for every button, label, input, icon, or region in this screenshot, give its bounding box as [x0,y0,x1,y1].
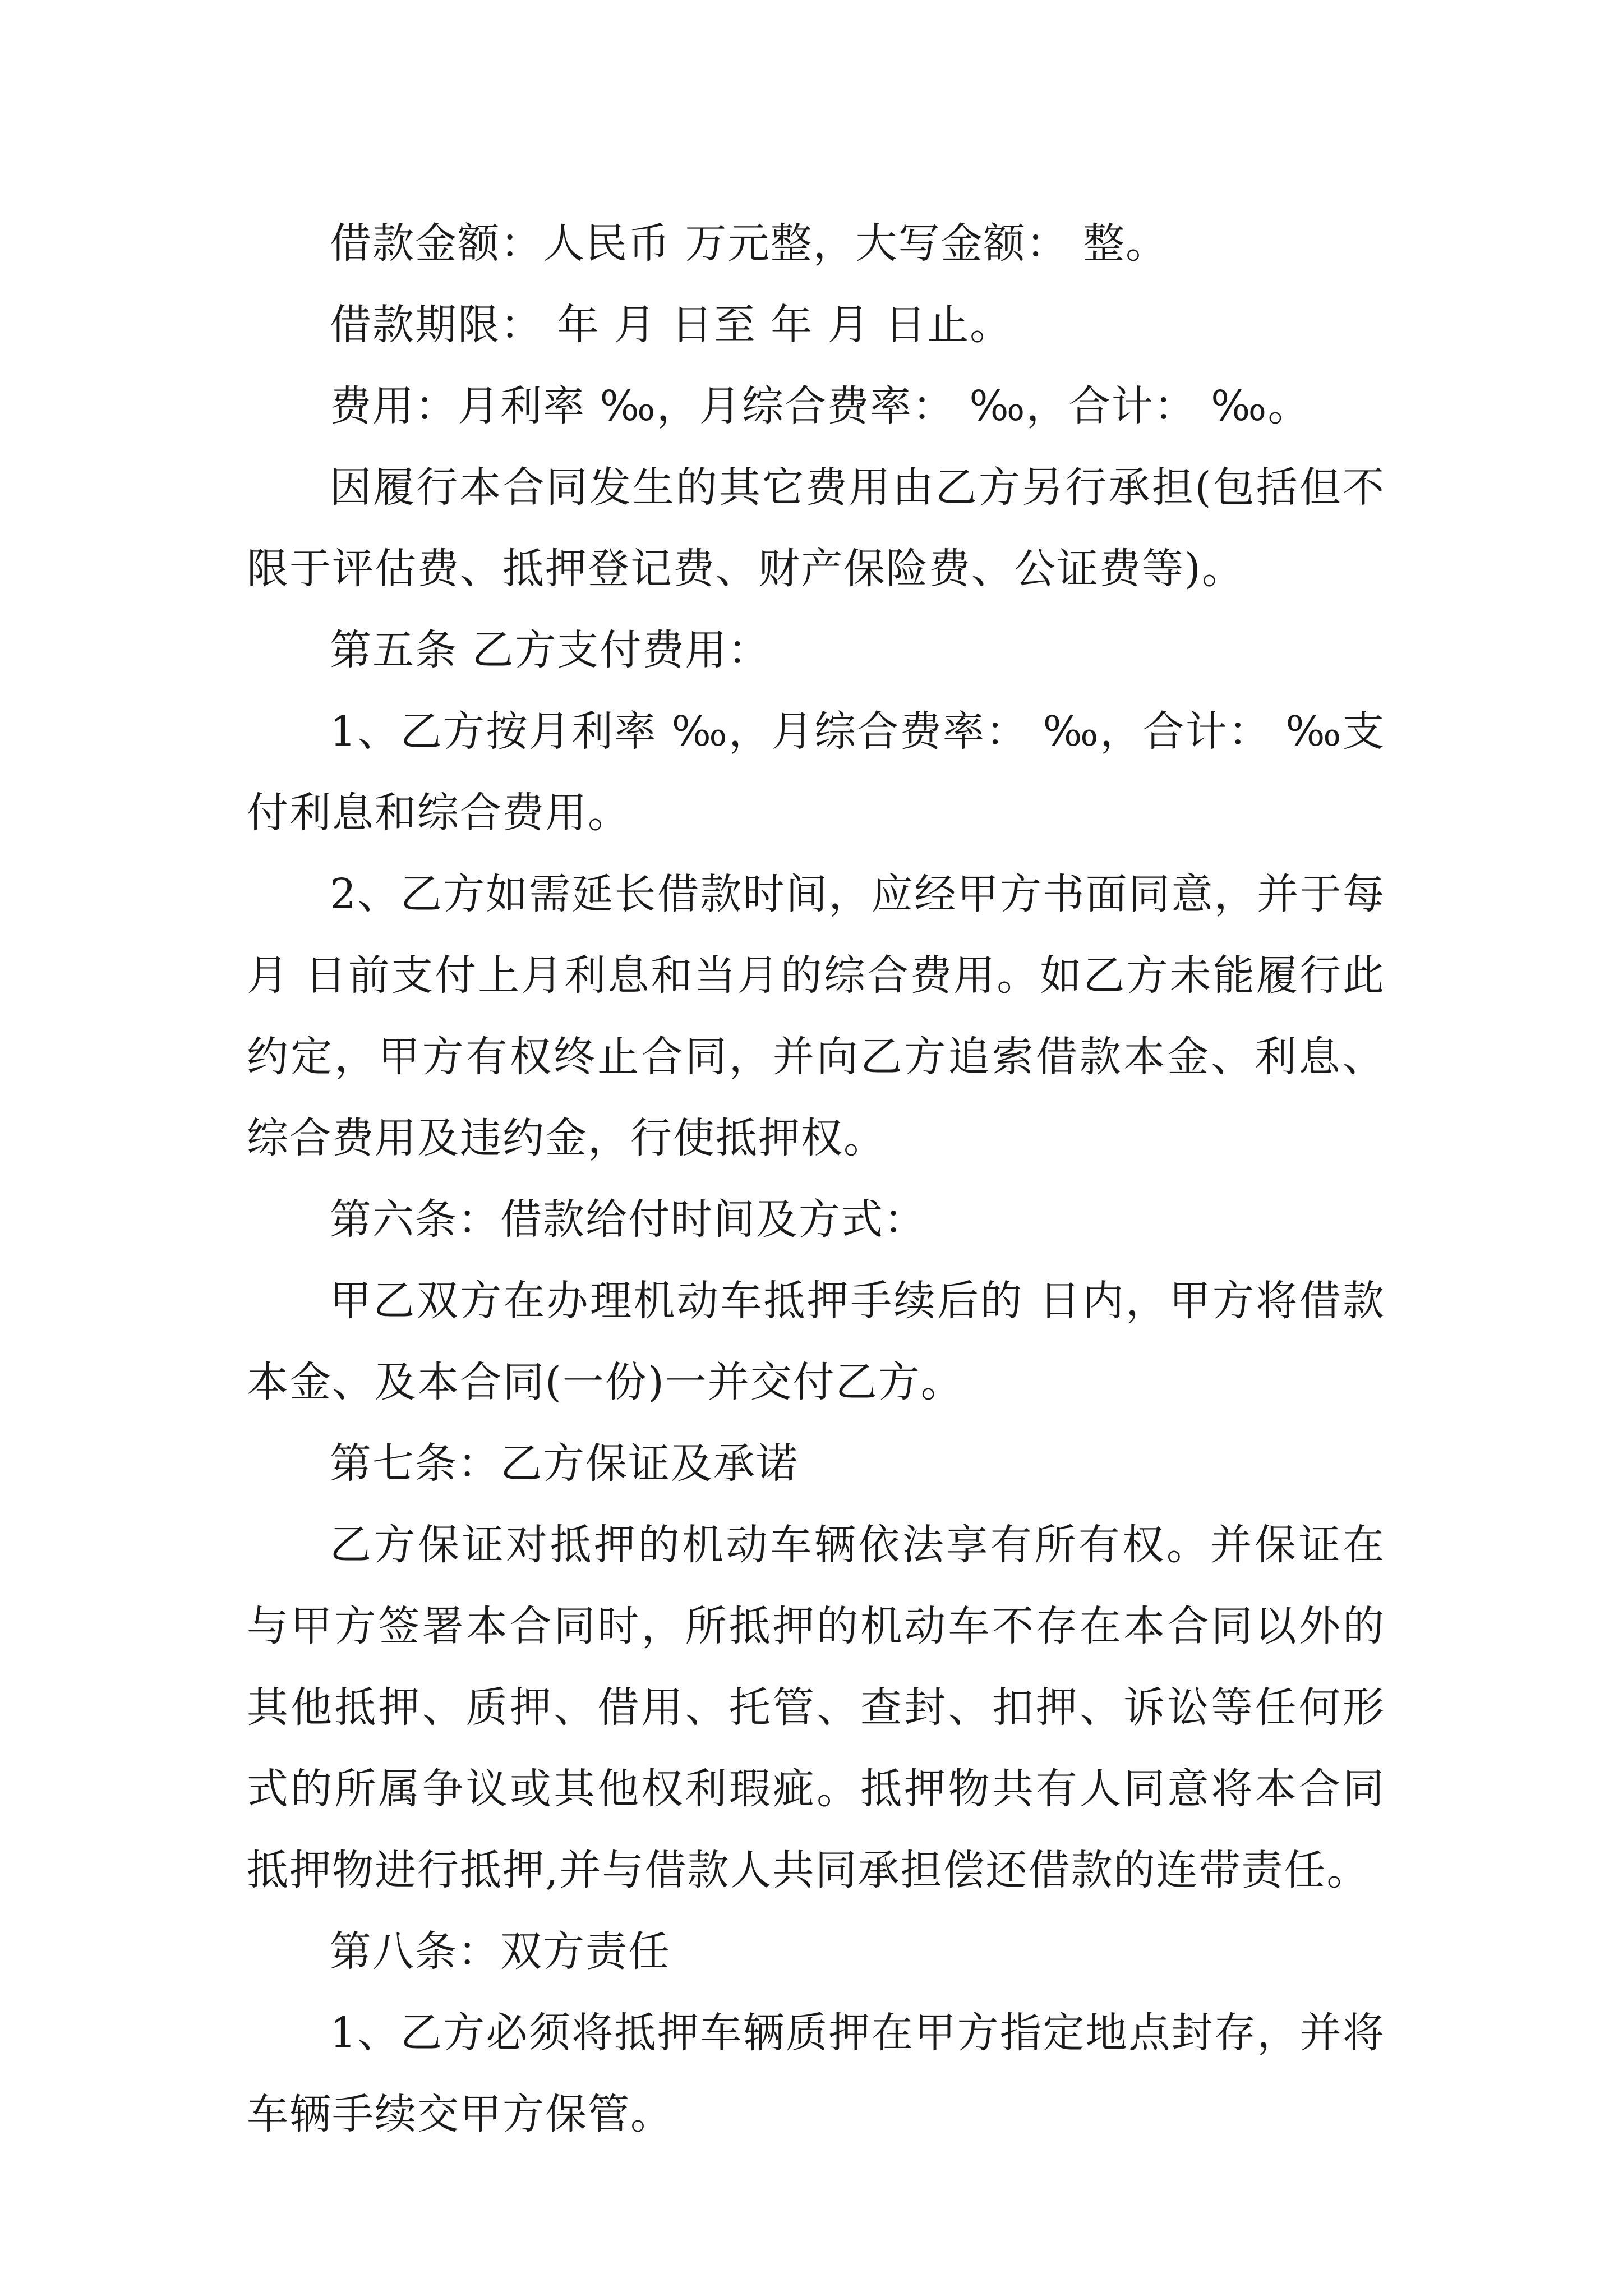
article-7-body: 乙方保证对抵押的机动车辆依法享有所有权。并保证在与甲方签署本合同时，所抵押的机动车不存在本合同以外的其他抵押、质押、借用、托管、查封、扣押、诉讼等任何形式的所属争议或其他权利瑕疵。抵押物共有人同意将本合同抵押物进行抵押,并与借款人共同承担偿还借款的连带责任。 [247,1521,1385,1894]
paragraph-other-fees: 因履行本合同发生的其它费用由乙方另行承担(包括但不限于评估费、抵押登记费、财产保险费、公证费等)。 [247,463,1385,593]
paragraph-fees: 费用：月利率 ‰，月综合费率： ‰，合计： ‰。 [330,382,1311,430]
paragraph-loan-amount: 借款金额：人民币 万元整，大写金额： 整。 [330,219,1169,268]
paragraph-loan-term: 借款期限： 年 月 日至 年 月 日止。 [330,301,1013,349]
article-8-heading: 第八条：双方责任 [330,1927,671,1976]
document-body [247,203,1385,2155]
article-5-heading: 第五条 乙方支付费用： [330,626,771,674]
article-7-heading: 第七条：乙方保证及承诺 [330,1439,799,1488]
article-5-item-2: 2、乙方如需延长借款时间，应经甲方书面同意，并于每月 日前支付上月利息和当月的综合费用。如乙方未能履行此约定，甲方有权终止合同，并向乙方追索借款本金、利息、综合费用及违约金，行使抵押权。 [247,870,1385,1162]
article-6-heading: 第六条：借款给付时间及方式： [330,1195,926,1244]
article-5-item-1: 1、乙方按月利率 ‰，月综合费率： ‰，合计： ‰支付利息和综合费用。 [247,707,1385,837]
article-6-body: 甲乙双方在办理机动车抵押手续后的 日内，甲方将借款本金、及本合同(一份)一并交付乙方。 [247,1277,1385,1406]
article-8-item-1: 1、乙方必须将抵押车辆质押在甲方指定地点封存，并将车辆手续交甲方保管。 [247,2009,1385,2138]
